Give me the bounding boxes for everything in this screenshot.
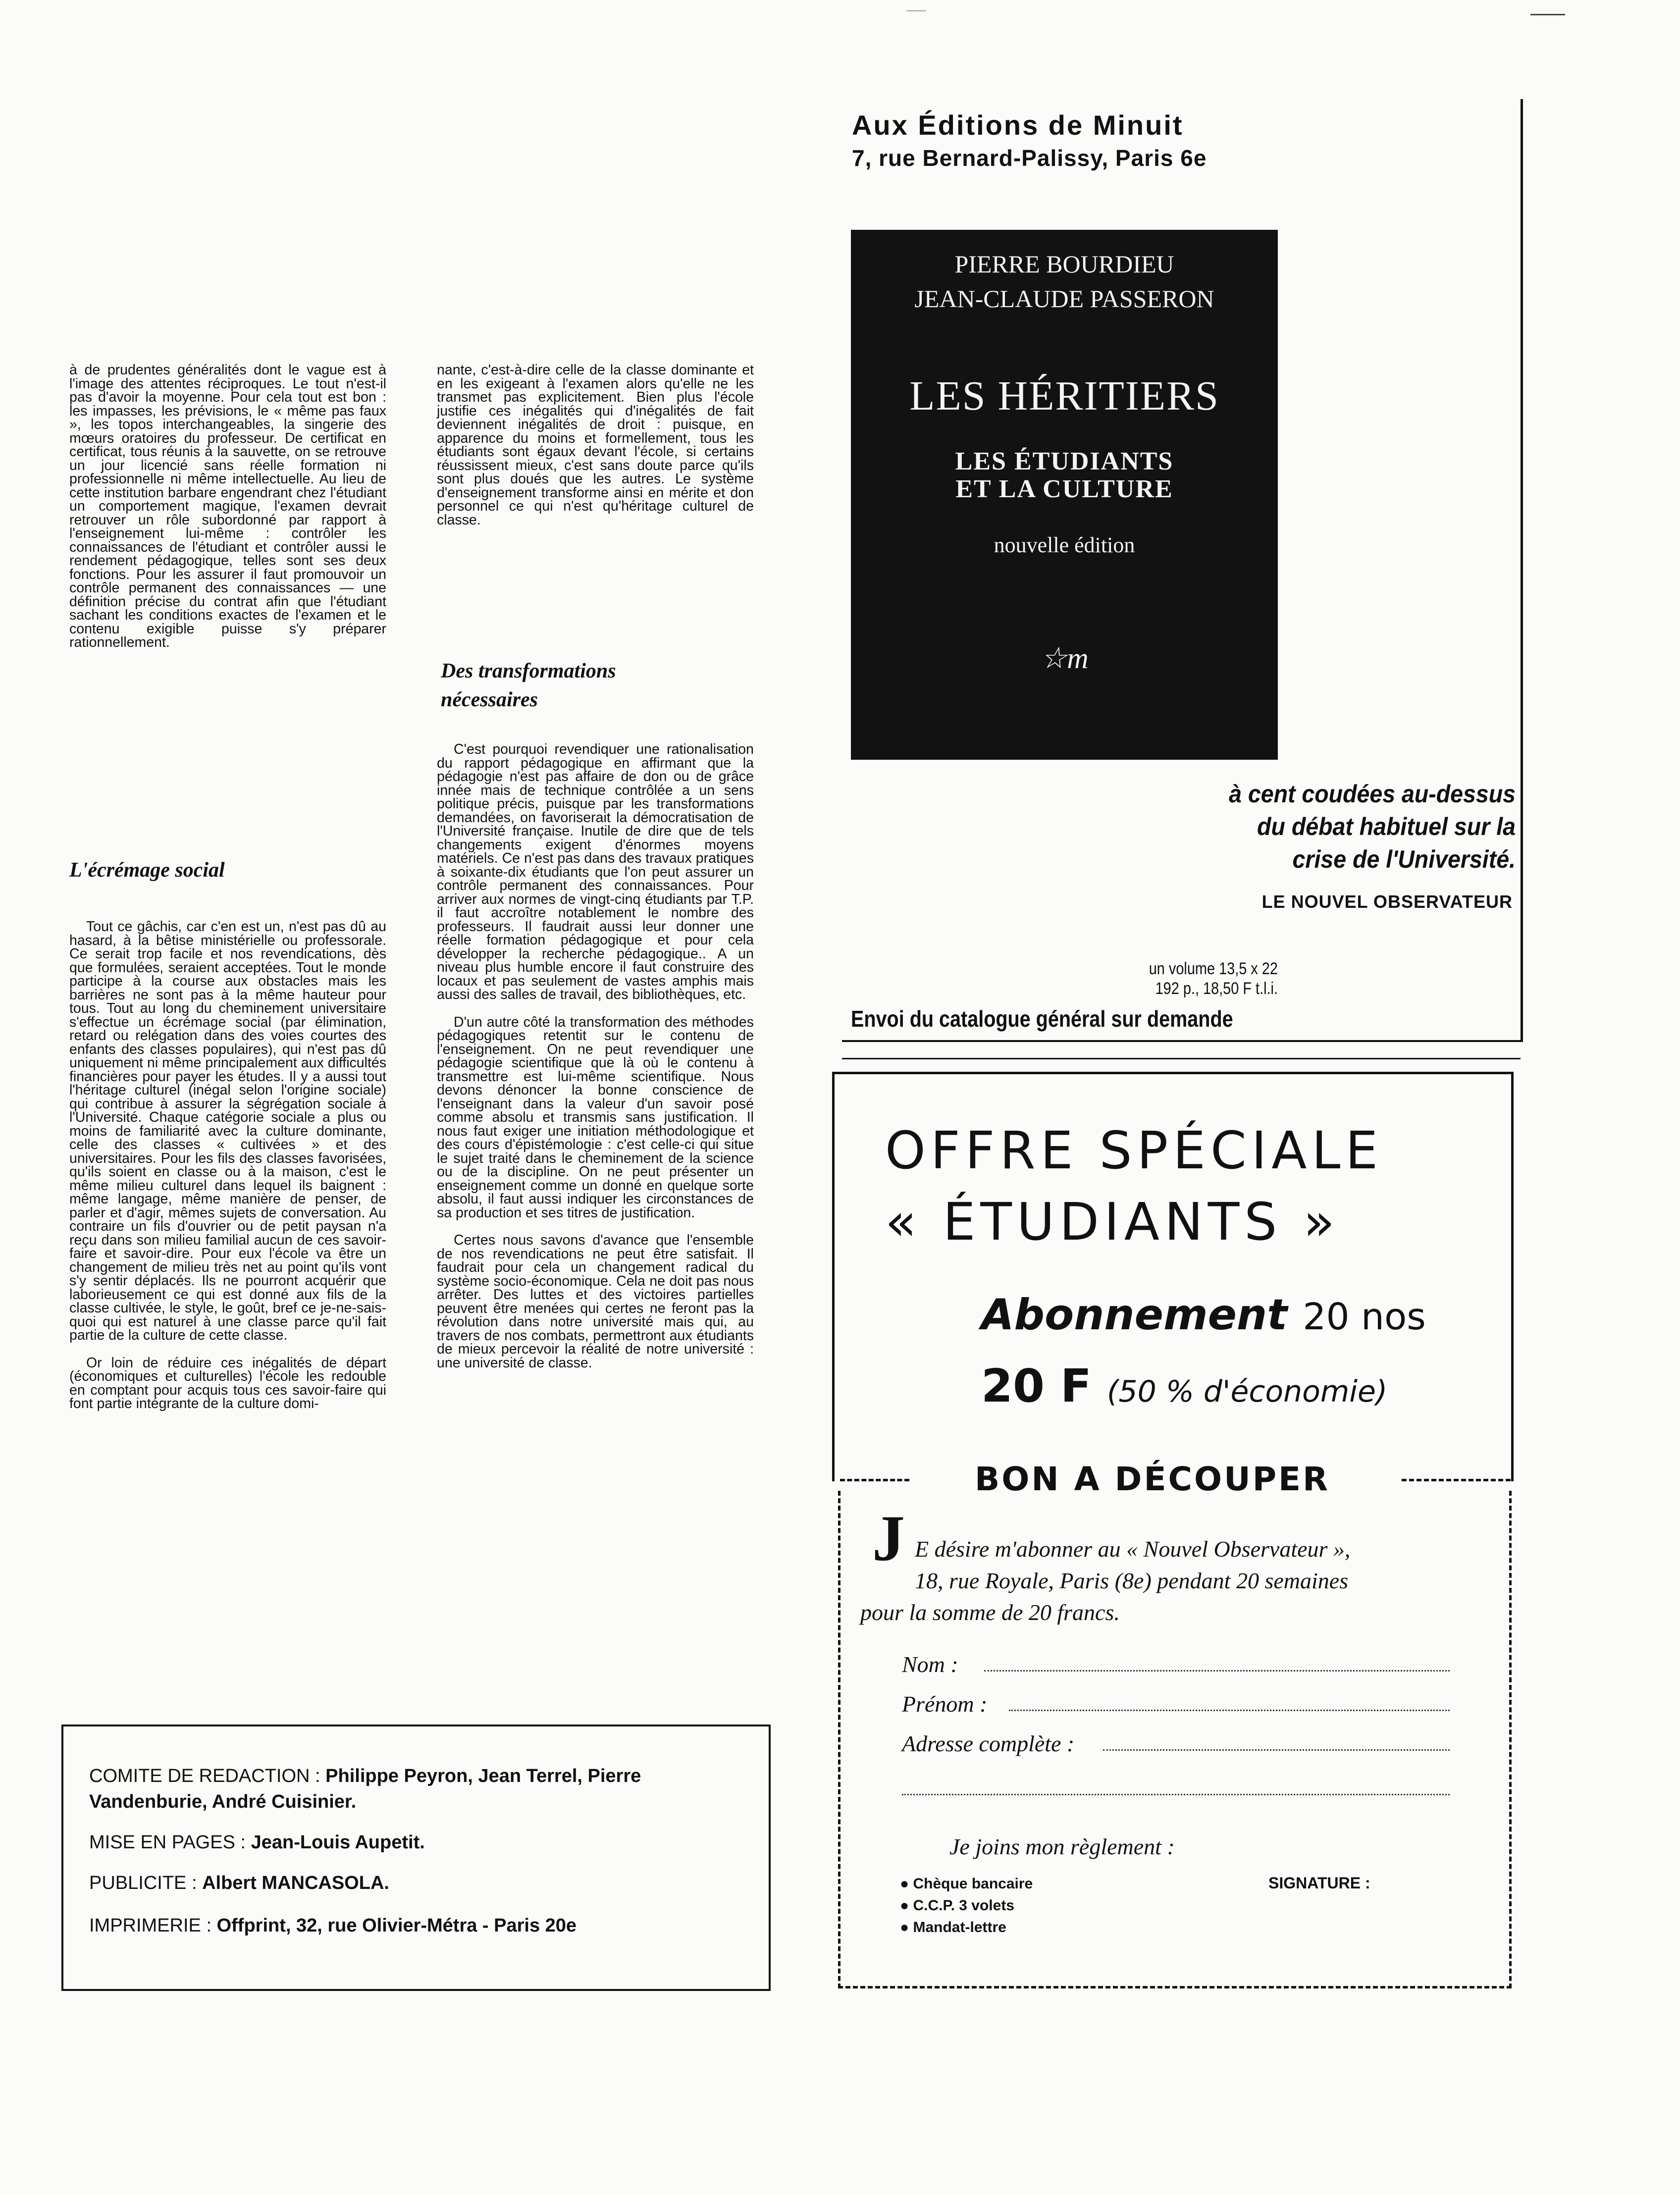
payment-option-label: Chèque bancaire [913,1876,1033,1892]
payment-option-mandat[interactable] [900,1917,1033,1938]
payment-option-ccp[interactable] [900,1895,1033,1917]
comite-publicite [89,1870,389,1896]
comite-value: Offprint, 32, rue Olivier-Métra - Paris 20e [216,1915,577,1936]
comite-value: Albert MANCASOLA. [202,1873,389,1893]
minuit-ad [842,99,1523,1042]
top-mark: —— [906,5,926,16]
article-paragraph: Tout ce gâchis, car c'en est un, n'est pas dû au hasard, à la bêtise ministérielle ou professorale. Ce serait trop facile et nos revendications, dès que formulées, seraient acceptées. Tout le monde participe à la course aux obstacles mais les barrières ne sont pas à la même hauteur pour tous. Tout au long du cheminement universitaire s'effectue un écrémage social (par élimination, retard ou relégation dans des voies courtes des enfants des classes populaires), qui n'est pas dû uniquement ni même principalement aux difficultés financières pour payer les études. Il y a aussi tout l'héritage culturel (inégal selon l'origine sociale) qui contribue à assurer la ségrégation sociale à l'Université. Chaque catégorie sociale a plus ou moins de familiarité avec la culture dominante, celle des classes « cultivées » et des universitaires. Pour les fils des classes favorisées, qu'ils soient en classe ou à la maison, c'est le même milieu culturel dans lequel ils baignent : même langage, même manière de penser, de parler et d'agir, mêmes sujets de conversation. Au contraire un fils d'ouvrier ou de petit paysan n'a reçu dans son milieu familial aucun de ces savoir-faire et savoir-dire. Pour eux l'école va être un changement de milieu très net au point qu'ils vont s'y sentir déplacés. Ils ne pourront acquérir que laborieusement ce qui est donné aux fils de la classe cultivée, le style, le goût, bref ce je-ne-sais-quoi qui est naturel à une classe parce qu'il fait partie de la culture de cette classe. [69,919,386,1343]
payment-option-label: Mandat-lettre [913,1919,1006,1935]
bon-a-decouper: BON A DÉCOUPER [975,1460,1330,1498]
article-column-2 [437,364,754,527]
book-edition: nouvelle édition [994,533,1135,557]
prenom-label: Prénom : [902,1691,988,1717]
abonnement-issues: 20 nos [1303,1296,1426,1338]
comite-label: IMPRIMERIE : [89,1915,212,1936]
separator-rule [842,1058,1521,1059]
payment-options [900,1873,1033,1938]
review-quote [1073,778,1516,876]
catalogue-note: Envoi du catalogue général sur demande [851,1006,1233,1032]
quote-source: LE NOUVEL OBSERVATEUR [1261,891,1513,912]
coupon-text: 18, rue Royale, Paris (8e) pendant 20 semaines [915,1568,1349,1593]
offre-box [832,1072,1514,1481]
payment-option-label: C.C.P. 3 volets [913,1897,1015,1914]
article-paragraph: nante, c'est-à-dire celle de la classe dominante et en les exigeant à l'examen alors qu'elle ne les transmet pas explicitement. Bien plus l'école justifie ces inégalités qui d'inégalités de fait deviennent inégalités de droit : puisque, en apparence du moins et formellement, tous les étudiants sont égaux devant l'école, si certains réussissent mieux, c'est sans doute parce qu'ils sont plus doués que les autres. Le système d'enseignement transforme ainsi en mérite et don personnel ce qui n'est qu'héritage culturel de classe. [437,362,754,528]
adresse-input-line2[interactable] [902,1794,1450,1795]
comite-label: MISE EN PAGES : [89,1832,246,1853]
comite-label: COMITE DE REDACTION : [89,1766,320,1786]
nom-label: Nom : [902,1652,958,1677]
reglement-label: Je joins mon règlement : [949,1834,1175,1859]
comite-value: Jean-Louis Aupetit. [251,1832,425,1853]
bullet-icon: ● [900,1919,909,1935]
comite-mise-en-pages [89,1829,425,1855]
publisher-address: 7, rue Bernard-Palissy, Paris 6e [852,145,1207,171]
abonnement-line [981,1290,1426,1340]
article-paragraph: Certes nous savons d'avance que l'ensemble de nos revendications ne peut être satisfait. Il faudrait pour cela un changement radical du système socio-économique. Cela ne doit pas nous arrêter. Des luttes et des victoires partielles peuvent être menées qui certes ne feront pas la révolution dans notre université mais qui, au travers de nos combats, permettront aux étudiants de mieux percevoir la réalité de notre université : une université de classe. [437,1232,754,1371]
nom-input[interactable] [984,1670,1450,1672]
abonnement-label: Abonnement [981,1290,1288,1340]
cut-line-right [1402,1479,1511,1481]
coupon [838,1491,1512,1988]
publisher-name: Aux Éditions de Minuit [852,109,1184,141]
article-paragraph: C'est pourquoi revendiquer une rationalisation du rapport pédagogique en affirmant que la pédagogie n'est pas affaire de don ou de grâce innée mais de technique contrôlée a un sens politique précis, puisque par les transformations demandées, on favoriserait la démocratisation de l'Université française. Inutile de dire que de tels changements exigent d'énormes moyens matériels. Ce n'est pas dans des travaux pratiques à soixante-dix étudiants que l'on peut assurer un contrôle permanent des connaissances. Pour arriver aux normes de vingt-cinq étudiants par T.P. il faut accroître notablement le nombre des professeurs. Il faudrait aussi leur donner une réelle formation pédagogique et pour cela développer la recherche pédagogique.. A un niveau plus humble encore il faut construire des locaux et pas seulement de vastes amphis mais aussi des salles de travail, des bibliothèques, etc. [437,741,754,1002]
book-title: LES HÉRITIERS [909,373,1219,419]
comite-label: PUBLICITE : [89,1873,197,1893]
top-rule [1530,14,1565,15]
article-paragraph: Or loin de réduire ces inégalités de départ (économiques et culturelles) l'école les redouble en comptant pour acquis tous ces savoir-faire qui font partie intégrante de la culture domi- [69,1355,386,1411]
minuit-logo: ☆m [1040,642,1089,675]
book-specs-line: un volume 13,5 x 22 [1149,959,1278,978]
article-column-1 [69,364,386,650]
signature-label: SIGNATURE : [1268,1874,1370,1892]
comite-box [61,1725,771,1991]
coupon-text: E désire m'abonner au « Nouvel Observateur », [915,1536,1351,1562]
adresse-input[interactable] [1103,1749,1450,1751]
book-subtitle: LES ÉTUDIANTS [955,447,1174,475]
quote-line: du débat habituel sur la [1257,813,1516,840]
book-specs-line: 192 p., 18,50 F t.l.i. [1155,979,1278,998]
payment-option-cheque[interactable] [900,1873,1033,1895]
comite-redaction [89,1763,753,1815]
book-subtitle: ET LA CULTURE [955,475,1173,503]
article-column-1b [69,920,386,1411]
coupon-text: pour la somme de 20 francs. [860,1600,1120,1625]
economie: (50 % d'économie) [1107,1374,1388,1409]
book-specs [1076,959,1278,998]
bullet-icon: ● [900,1897,909,1914]
comite-imprimerie [89,1913,577,1938]
cut-line-left [840,1479,909,1481]
prenom-input[interactable] [1009,1710,1450,1711]
heading-transformations: Des transformations nécessaires [441,660,616,711]
heading-ecremage: L'écrémage social [69,859,225,882]
article-paragraph: D'un autre côté la transformation des méthodes pédagogiques retentit sur le contenu de l'enseignement. On ne peut revendiquer une pédagogie scientifique que là où le contenu à transmettre est lui-même scientifique. Nous devons dénoncer la bonne conscience de l'enseignant dans la valeur d'un savoir posé comme absolu et transmis sans justification. Il nous faut exiger une initiation méthodologique et des cours d'épistémologie : c'est celle-ci qui situe le sujet traité dans le cheminement de la science ou de la discipline. On ne peut présenter un enseignement comme un donné en quelque sorte absolu, il faut aussi indiquer les circonstances de sa production et ses titres de justification. [437,1014,754,1221]
quote-line: à cent coudées au-dessus [1229,780,1516,808]
article-paragraph: à de prudentes généralités dont le vague est à l'image des attentes réciproques. Le tout n'est-il pas d'avoir la moyenne. Pour cela tout est bon : les impasses, les prévisions, le « même pas faux », les topos interchangeables, la singerie des mœurs oratoires du professeur. De certificat en certificat, tous réunis à la sauvette, on se retrouve un jour licencié sans réelle formation ni professionnelle ni même intellectuelle. Au lieu de cette institution barbare engendrant chez l'étudiant un comportement magique, l'examen devrait retrouver un rôle subordonné par rapport à l'enseignement lui-même : contrôler les connaissances de l'étudiant et contrôler aussi le rendement pédagogique, telles sont ses deux fonctions. Pour les assurer il faut promouvoir un contrôle permanent des connaissances — une définition précise du contrat afin que l'étudiant sachant les conditions exactes de l'examen et le contenu exigible puisse s'y préparer rationnellement. [69,362,386,650]
offre-title: OFFRE SPÉCIALE [885,1120,1383,1181]
quote-line: crise de l'Université. [1292,845,1516,873]
offre-title-etudiants: « ÉTUDIANTS » [885,1192,1340,1252]
article-column-2b [437,743,754,1370]
price-line [981,1359,1387,1412]
book-author: PIERRE BOURDIEU [954,250,1174,278]
comite-value: Philippe Peyron, Jean Terrel, Pierre Vandenburie, André Cuisinier. [89,1766,641,1812]
adresse-label: Adresse complète : [902,1731,1075,1756]
book-author: JEAN-CLAUDE PASSERON [914,285,1214,313]
price: 20 F [981,1359,1092,1412]
book-cover [851,230,1278,760]
bullet-icon: ● [900,1876,909,1892]
coupon-dropcap: J [872,1502,905,1574]
